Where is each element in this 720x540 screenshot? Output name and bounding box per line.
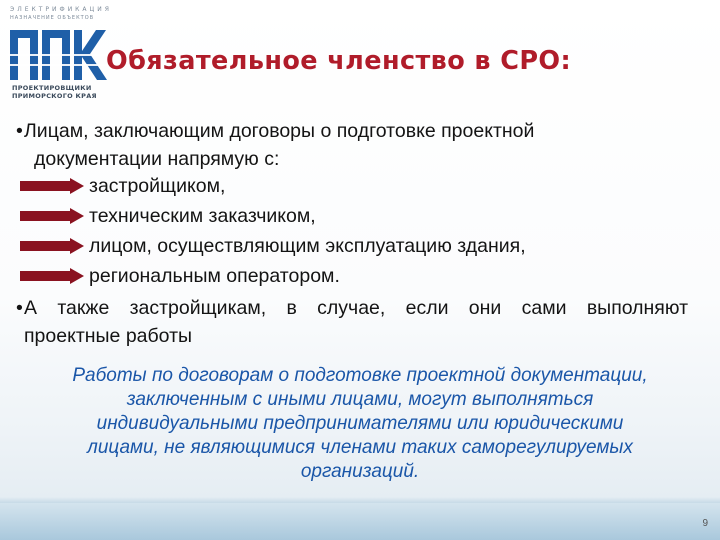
word: сами	[521, 297, 567, 319]
right-arrow-icon	[20, 208, 84, 224]
slide-title: Обязательное членство в СРО:	[106, 46, 572, 76]
italic-note-line: заключенным с иными лицами, могут выполняться	[126, 389, 594, 410]
logo-caption-2: ПРИМОРСКОГО КРАЯ	[12, 92, 97, 100]
italic-note	[18, 364, 702, 484]
paragraph-2-line-2: проектные работы	[24, 325, 193, 347]
logo-mark-icon	[8, 24, 108, 82]
word: застройщикам,	[129, 297, 267, 319]
paragraph-1-line-1: Лицам, заключающим договоры о подготовке проектной	[24, 120, 535, 142]
word: если	[405, 297, 449, 319]
right-arrow-icon	[20, 238, 84, 254]
word: в	[286, 297, 297, 319]
word: также	[57, 297, 110, 319]
word: выполняют	[586, 297, 688, 319]
bullet-icon: •	[16, 297, 23, 319]
logo-caption-1: ПРОЕКТИРОВЩИКИ	[12, 84, 92, 92]
list-item-label: региональным оператором.	[89, 265, 340, 287]
italic-note-line: лицами, не являющимися членами таких саморегулируемых	[87, 437, 633, 458]
word: они	[468, 297, 502, 319]
bullet-icon: •	[16, 120, 23, 142]
word: А	[24, 297, 38, 319]
paragraph-1	[16, 117, 702, 173]
list-item-label: лицом, осуществляющим эксплуатацию здания,	[89, 235, 526, 257]
footer-band	[0, 503, 720, 540]
paragraph-2-line-1	[16, 294, 688, 322]
paragraph-1-line-2: документации напрямую с:	[34, 148, 280, 170]
right-arrow-icon	[20, 268, 84, 284]
italic-note-line: организаций.	[300, 461, 420, 482]
right-arrow-icon	[20, 178, 84, 194]
logo-top-text: ЭЛЕКТРИФИКАЦИЯ	[10, 6, 112, 13]
page-number: 9	[702, 518, 708, 529]
list-item-label: техническим заказчиком,	[89, 205, 316, 227]
logo-top-text-2: НАЗНАЧЕНИЕ ОБЪЕКТОВ	[10, 15, 95, 21]
italic-note-line: индивидуальными предпринимателями или юридическими	[96, 413, 624, 434]
paragraph-2	[16, 294, 702, 350]
italic-note-line: Работы по договорам о подготовке проектной документации,	[72, 365, 648, 386]
word: случае,	[317, 297, 386, 319]
list-item-label: застройщиком,	[89, 175, 226, 197]
